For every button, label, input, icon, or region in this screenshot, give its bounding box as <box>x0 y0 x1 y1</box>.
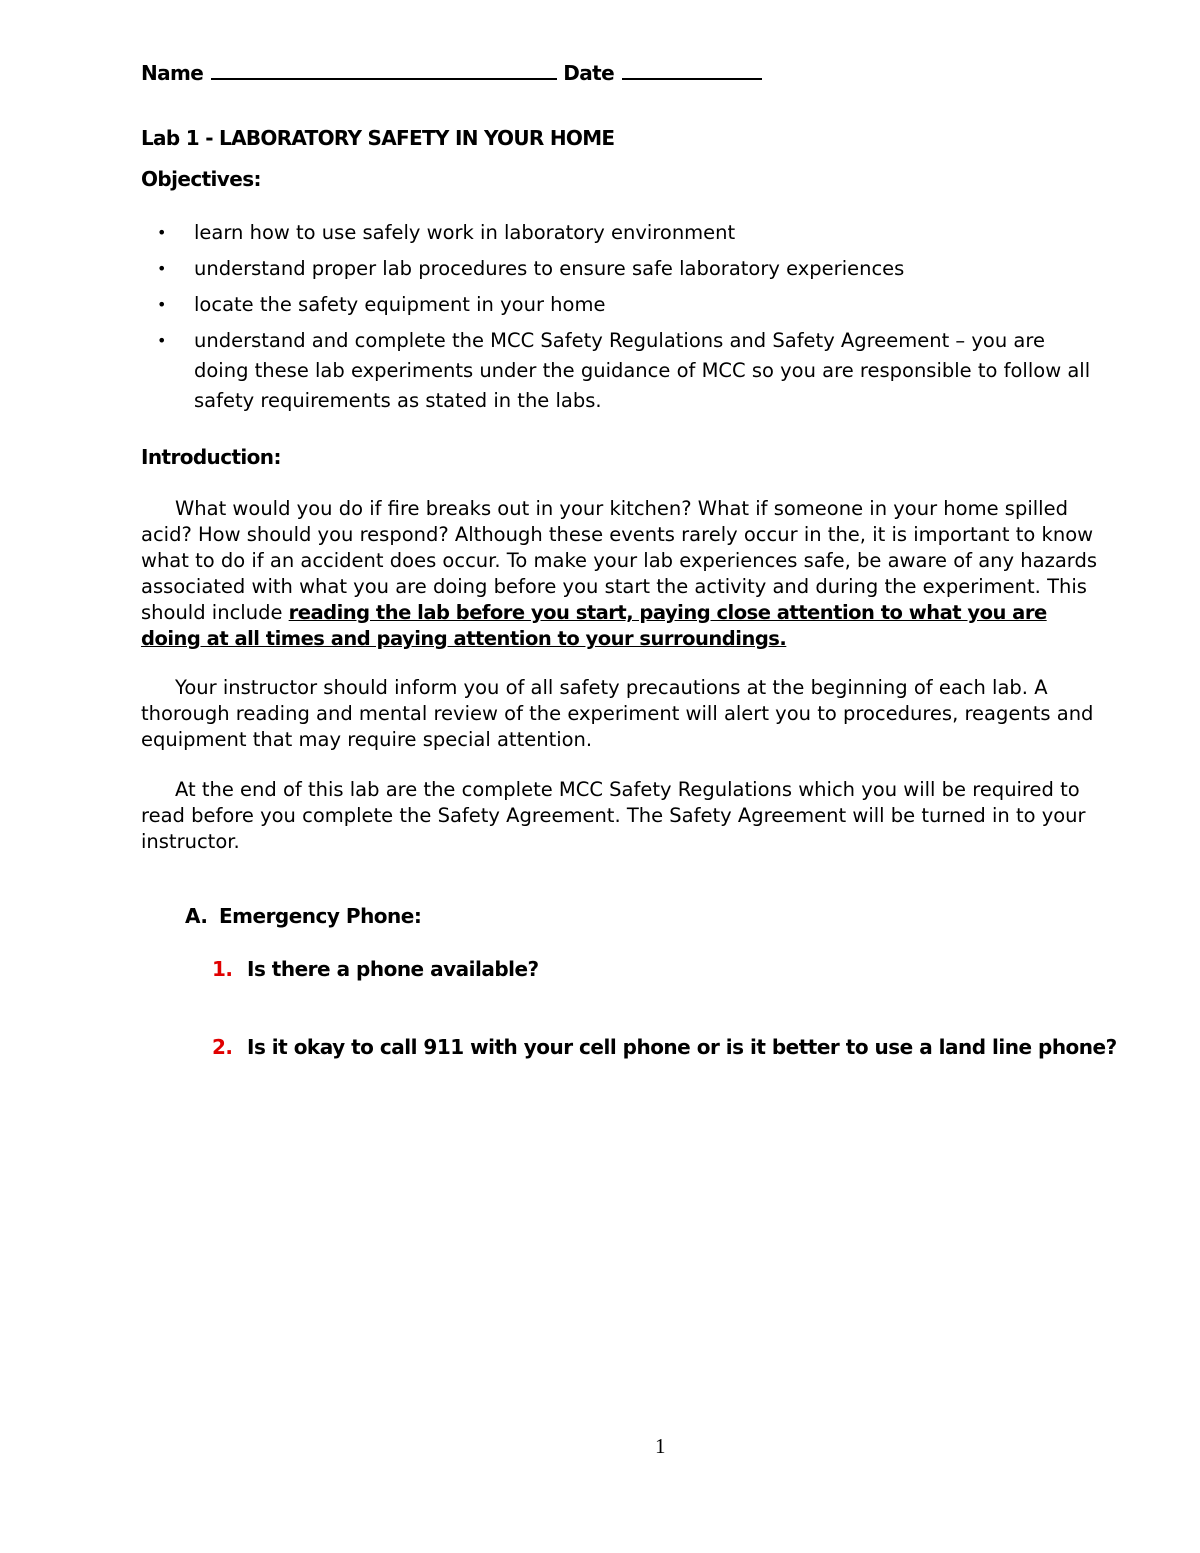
intro-paragraph-2-text: Your instructor should inform you of all safety precautions at the beginning of each lab. A thorough reading and mental review of the experiment will alert you to procedures, reagents and equipment that may require special attention. <box>141 676 1094 751</box>
question-number: 1. <box>212 957 233 981</box>
date-label: Date <box>563 61 615 85</box>
name-label: Name <box>141 61 204 85</box>
intro-paragraph-3-text: At the end of this lab are the complete MCC Safety Regulations which you will be required to read before you complete the Safety Agreement. The Safety Agreement will be turned in to your instructor. <box>141 778 1086 853</box>
objective-text: learn how to use safely work in laboratory environment <box>194 221 736 244</box>
intro-paragraph-2 <box>141 675 1101 753</box>
name-date-line <box>141 58 762 85</box>
objective-text: understand proper lab procedures to ensure safe laboratory experiences <box>194 257 905 280</box>
objective-item <box>141 254 1101 284</box>
question-2 <box>212 1035 1117 1059</box>
question-1 <box>212 957 539 981</box>
bullet-icon: • <box>157 259 167 278</box>
intro-paragraph-3 <box>141 777 1101 855</box>
bullet-icon: • <box>157 223 167 242</box>
question-number: 2. <box>212 1035 233 1059</box>
lab-title: Lab 1 - LABORATORY SAFETY IN YOUR HOME <box>141 126 615 150</box>
objective-item <box>141 326 1101 416</box>
bullet-icon: • <box>157 331 167 350</box>
objective-text: locate the safety equipment in your home <box>194 293 606 316</box>
objectives-list <box>141 218 1101 422</box>
introduction-heading: Introduction: <box>141 445 281 469</box>
objective-text: understand and complete the MCC Safety Regulations and Safety Agreement – you are doing these lab experiments under the guidance of MCC so you are responsible to follow all safety requirements as stated in the labs. <box>194 329 1091 412</box>
intro-paragraph-1-emphasis: reading the lab before you start, paying close attention to what you are doing at all times and paying attention to your surroundings. <box>141 601 1047 650</box>
name-blank <box>211 58 557 80</box>
objective-item <box>141 290 1101 320</box>
bullet-icon: • <box>157 295 167 314</box>
page-number: 1 <box>655 1434 666 1458</box>
question-text: Is it okay to call 911 with your cell phone or is it better to use a land line phone? <box>247 1035 1117 1059</box>
section-a-letter: A. <box>185 904 208 928</box>
question-text: Is there a phone available? <box>247 957 539 981</box>
date-blank <box>622 58 762 80</box>
section-a-title: Emergency Phone: <box>219 904 422 928</box>
objectives-heading: Objectives: <box>141 167 261 191</box>
intro-paragraph-1 <box>141 496 1101 652</box>
intro-paragraph-1-text: What would you do if fire breaks out in your kitchen? What if someone in your home spilled acid? How should you respond? Although these events rarely occur in the, it is important to know what to do if an accident does occur. To make your lab experiences safe, be aware of any hazards associated with what you are doing before you start the activity and during the experiment. This should include <box>141 497 1097 624</box>
section-a-heading <box>185 904 421 928</box>
objective-item <box>141 218 1101 248</box>
